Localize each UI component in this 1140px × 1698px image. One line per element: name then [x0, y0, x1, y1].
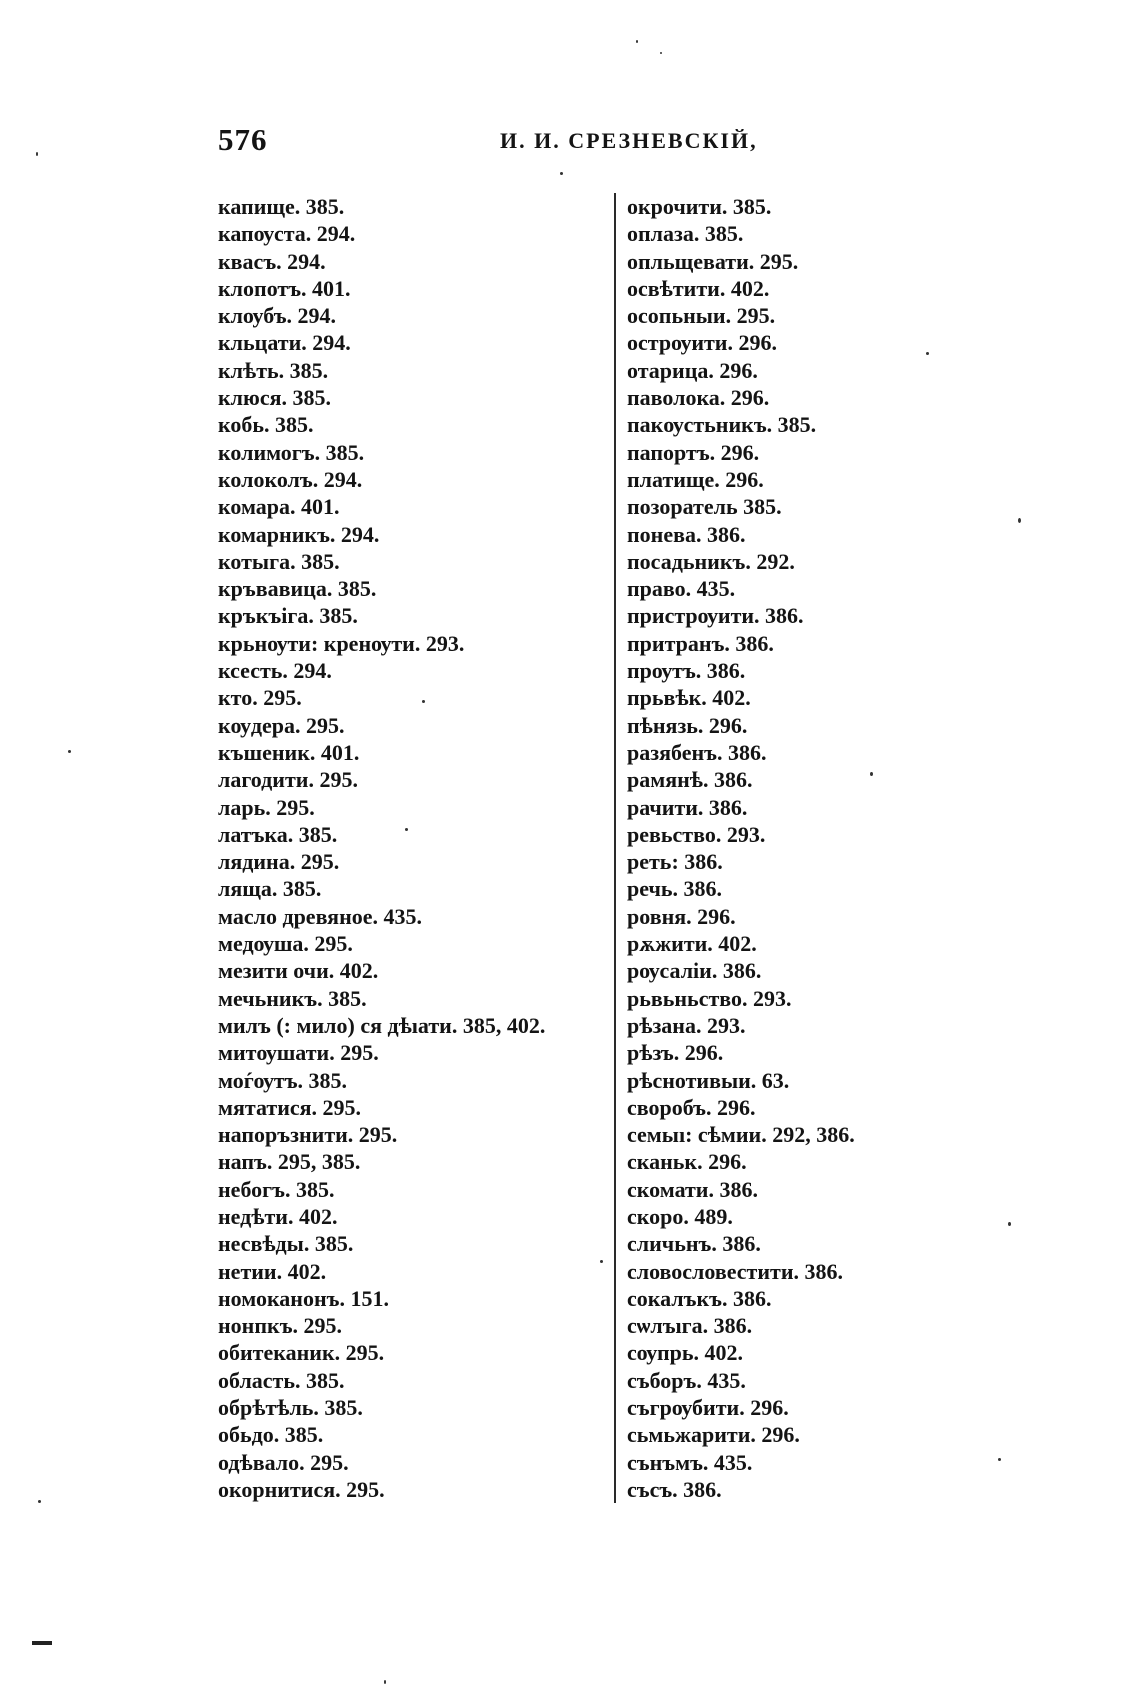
print-speck: [560, 172, 563, 175]
index-entry: сличьнъ. 386.: [627, 1231, 761, 1257]
index-entry: пристрѹити. 386.: [627, 603, 804, 629]
index-entry: напъ. 295, 385.: [218, 1149, 361, 1175]
index-entry: напоръзнити. 295.: [218, 1122, 398, 1148]
index-entry: рѫжити. 402.: [627, 931, 757, 957]
index-entry: кръвавица. 385.: [218, 576, 377, 602]
print-speck: [998, 1458, 1001, 1461]
index-entry: съборъ. 435.: [627, 1367, 746, 1393]
index-entry: ларь. 295.: [218, 794, 315, 820]
index-entry: обитеканик. 295.: [218, 1340, 385, 1366]
index-entry: капище. 385.: [218, 194, 345, 219]
index-entry: квасъ. 294.: [218, 248, 326, 274]
index-entry: кто. 295.: [218, 685, 302, 711]
index-entry: скоро. 489.: [627, 1203, 733, 1229]
print-speck: [38, 1500, 41, 1503]
print-speck: [384, 1680, 386, 1684]
index-entry: клѹбъ. 294.: [218, 303, 337, 329]
print-speck: [660, 52, 662, 54]
index-entry: рѹсаліи. 386.: [627, 958, 762, 984]
index-entry: лядина. 295.: [218, 849, 340, 875]
index-entry: область. 385.: [218, 1367, 345, 1393]
index-entry: ревьство. 293.: [627, 821, 766, 847]
index-entry: папортъ. 296.: [627, 439, 760, 465]
index-entry: прѹтъ. 386.: [627, 658, 746, 684]
index-entry: речь. 386.: [627, 876, 722, 902]
index-entry: кръкъіга. 385.: [218, 603, 358, 629]
print-speck: [926, 352, 929, 355]
print-speck: [422, 700, 425, 703]
index-entry: словословестити. 386.: [627, 1258, 843, 1284]
index-entry: латъка. 385.: [218, 821, 338, 847]
index-entry: несвѣды. 385.: [218, 1231, 354, 1257]
index-entry: сьмьжарити. 296.: [627, 1422, 800, 1448]
index-entry: окрочити. 385.: [627, 194, 772, 219]
index-entry: нетии. 402.: [218, 1258, 327, 1284]
index-entry: милъ (: мило) ся дѣıати. 385, 402.: [218, 1012, 546, 1038]
index-entry: небогъ. 385.: [218, 1176, 335, 1202]
index-entry: къшеник. 401.: [218, 739, 360, 765]
index-entry: клѣть. 385.: [218, 357, 329, 383]
index-entry: одѣвало. 295.: [218, 1449, 349, 1475]
index-entry: комара. 401.: [218, 494, 340, 520]
print-speck: [600, 1260, 603, 1263]
index-entry: рѣснотивыи. 63.: [627, 1067, 790, 1093]
index-entry: окорнитися. 295.: [218, 1476, 385, 1502]
index-entry: ляща. 385.: [218, 876, 322, 902]
index-entry: медѹша. 295.: [218, 931, 353, 957]
index-entry: пѣнязь. 296.: [627, 712, 748, 738]
column-divider: [614, 193, 616, 1503]
index-entry: кобь. 385.: [218, 412, 314, 438]
index-entry: митѹшати. 295.: [218, 1040, 379, 1066]
index-entry: кѹдера. 295.: [218, 712, 345, 738]
index-entry: клопотъ. 401.: [218, 275, 351, 301]
index-entry: мечьникъ. 385.: [218, 985, 367, 1011]
index-entry: рѣзъ. 296.: [627, 1040, 724, 1066]
index-entry: осопьныи. 295.: [627, 303, 776, 329]
index-entry: разябенъ. 386.: [627, 739, 767, 765]
index-entry: посадьникъ. 292.: [627, 548, 795, 574]
index-entry: платище. 296.: [627, 466, 764, 492]
index-entry: рамянѣ. 386.: [627, 767, 753, 793]
index-entry: лагодити. 295.: [218, 767, 358, 793]
print-speck: [405, 828, 408, 831]
index-entry: своробъ. 296.: [627, 1094, 756, 1120]
index-column-right: [627, 193, 855, 1503]
index-entry: сѹпрь. 402.: [627, 1340, 744, 1366]
print-speck: [68, 750, 71, 753]
index-entry: рачити. 386.: [627, 794, 748, 820]
print-speck: [870, 772, 873, 776]
index-entry: мятатися. 295.: [218, 1094, 362, 1120]
index-entry: колимогъ. 385.: [218, 439, 365, 465]
index-entry: сокалъкъ. 386.: [627, 1285, 772, 1311]
index-entry: пакѹстьникъ. 385.: [627, 412, 817, 438]
page-number: 576: [218, 122, 268, 157]
index-entry: ровня. 296.: [627, 903, 736, 929]
index-entry: рьвьньство. 293.: [627, 985, 792, 1011]
index-entry: оплаза. 385.: [627, 221, 744, 247]
index-entry: острѹити. 296.: [627, 330, 777, 356]
print-mark: [32, 1641, 52, 1645]
index-entry: позоратель 385.: [627, 494, 782, 520]
index-entry: капѹста. 294.: [218, 221, 356, 247]
index-entry: клюся. 385.: [218, 385, 331, 411]
index-entry: рѣзана. 293.: [627, 1012, 746, 1038]
index-entry: паволока. 296.: [627, 385, 770, 411]
index-entry: скомати. 386.: [627, 1176, 758, 1202]
index-entry: котыга. 385.: [218, 548, 340, 574]
index-entry: кльцати. 294.: [218, 330, 351, 356]
index-entry: сѡлъıга. 386.: [627, 1313, 753, 1339]
index-entry: нонпкъ. 295.: [218, 1313, 343, 1339]
index-entry: обьдо. 385.: [218, 1422, 324, 1448]
index-entry: крьнѹти: кренѹти. 293.: [218, 630, 465, 656]
index-entry: съгрѹбити. 296.: [627, 1395, 789, 1421]
index-entry: моѓѹтъ. 385.: [218, 1067, 348, 1093]
index-entry: ксесть. 294.: [218, 658, 332, 684]
index-entry: реть: 386.: [627, 849, 723, 875]
print-speck: [36, 152, 38, 156]
index-entry: притранъ. 386.: [627, 630, 774, 656]
index-entry: номоканонъ. 151.: [218, 1285, 389, 1311]
index-entry: понева. 386.: [627, 521, 746, 547]
index-entry: опльщевати. 295.: [627, 248, 799, 274]
index-entry: масло древяное. 435.: [218, 903, 423, 929]
index-entry: недѣти. 402.: [218, 1203, 338, 1229]
index-entry: обрѣтѣль. 385.: [218, 1395, 363, 1421]
index-entry: комарникъ. 294.: [218, 521, 380, 547]
index-entry: колоколъ. 294.: [218, 466, 363, 492]
index-entry: сънъмъ. 435.: [627, 1449, 753, 1475]
index-entry: право. 435.: [627, 576, 736, 602]
print-speck: [636, 40, 638, 43]
index-entry: отарица. 296.: [627, 357, 758, 383]
index-entry: семыı: сѣмии. 292, 386.: [627, 1122, 855, 1148]
index-column-left: [218, 193, 545, 1503]
index-entry: мезити очи. 402.: [218, 958, 379, 984]
running-title: И. И. СРЕЗНЕВСКІЙ,: [500, 128, 758, 153]
index-entry: освѣтити. 402.: [627, 275, 770, 301]
print-speck: [1018, 518, 1021, 523]
index-entry: прьвѣк. 402.: [627, 685, 751, 711]
index-entry: сканьк. 296.: [627, 1149, 747, 1175]
index-entry: съсъ. 386.: [627, 1476, 722, 1502]
print-speck: [1008, 1222, 1011, 1226]
